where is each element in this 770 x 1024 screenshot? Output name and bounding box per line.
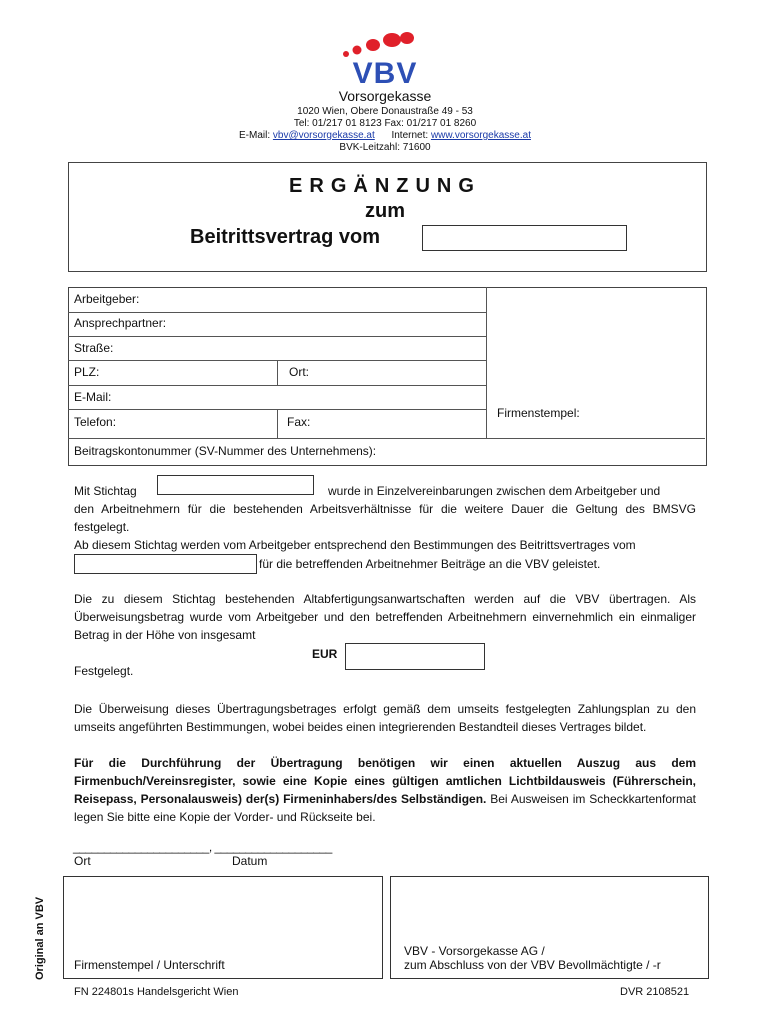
beitragskonto-label[interactable]: Beitragskontonummer (SV-Nummer des Unternehmens):: [74, 444, 377, 458]
website-link[interactable]: www.vorsorgekasse.at: [430, 130, 531, 141]
ort-label[interactable]: Ort:: [289, 365, 309, 379]
stamp-divider: [486, 287, 487, 438]
row-divider: [68, 385, 486, 386]
svg-text:VBV: VBV: [352, 57, 418, 90]
firmenstempel-label[interactable]: Firmenstempel:: [497, 406, 580, 420]
email-link[interactable]: vbv@vorsorgekasse.at: [272, 130, 375, 141]
p1-start: Mit Stichtag: [74, 484, 137, 498]
plz-label[interactable]: PLZ:: [74, 365, 100, 379]
vbv-signature-caption-1: VBV - Vorsorgekasse AG /: [404, 944, 545, 958]
footer-dvr: DVR 2108521: [620, 986, 690, 998]
brand-subtitle: Vorsorgekasse: [338, 88, 432, 104]
p1-continued: wurde in Einzelvereinbarungen zwischen dem Arbeitgeber und: [328, 484, 661, 498]
tel-fax-divider: [277, 409, 278, 438]
arbeitgeber-label[interactable]: Arbeitgeber:: [74, 292, 140, 306]
p2-rest: für die betreffenden Arbeitnehmer Beiträge an die VBV geleistet.: [259, 557, 601, 571]
row-divider: [68, 312, 486, 313]
strasse-label[interactable]: Straße:: [74, 341, 114, 355]
row-divider: [68, 438, 705, 439]
footer-company-register: FN 224801s Handelsgericht Wien: [74, 986, 239, 998]
stichtag-field[interactable]: [157, 475, 314, 495]
phone-fax: Tel: 01/217 01 8123 Fax: 01/217 01 8260: [293, 118, 477, 129]
p2-start: Ab diesem Stichtag werden vom Arbeitgeber entsprechend den Bestimmungen des Beitrittsvertrages vom: [74, 538, 636, 552]
eur-amount-field[interactable]: [345, 643, 485, 670]
document-title: ERGÄNZUNG: [289, 175, 481, 197]
title-beitrittsvertrag: Beitrittsvertrag vom: [190, 226, 381, 248]
p5-bold: Für die Durchführung der Übertragung benötigen wir einen aktuellen Auszug aus dem Firmenbuch/Vereinsregister, sowie eine Kopie eines gültigen amtlichen Lichtbildausweis (Führerschein, Reisepass, Personalausweis) der(s) Firmeninhabers/des Selbständigen.: [74, 756, 696, 806]
row-divider: [68, 336, 486, 337]
telefon-label[interactable]: Telefon:: [74, 415, 117, 429]
email-label: E-Mail:: [239, 130, 271, 141]
festgelegt-text: Festgelegt.: [74, 664, 134, 678]
ort-caption: Ort: [74, 854, 91, 868]
p4-ueberweisung: Die Überweisung dieses Übertragungsbetrages erfolgt gemäß dem umseits festgelegten Zahlungsplan zu den umseits angeführten Bestimmungen, wobei beides einen integrierenden Bestandteil dieses Vertrages bildet.: [74, 702, 696, 734]
vbv-signature-caption-2: zum Abschluss von der VBV Bevollmächtigte / -r: [404, 958, 661, 972]
contact-line: [0, 130, 770, 142]
email-field-label[interactable]: E-Mail:: [74, 390, 112, 404]
employer-table: [68, 287, 707, 466]
address: 1020 Wien, Obere Donaustraße 49 - 53: [297, 106, 473, 117]
title-zum: zum: [365, 200, 405, 222]
bvk-code: BVK-Leitzahl: 71600: [339, 142, 431, 153]
p1-rest: den Arbeitnehmern für die bestehenden Arbeitsverhältnisse für die weitere Dauer die Geltung des BMSVG festgelegt.: [74, 502, 696, 534]
contract-date-field[interactable]: [422, 225, 627, 251]
p5-rest: Bei Ausweisen im Scheckkartenformat legen Sie bitte eine Kopie der Vorder- und Rückseite bei.: [74, 792, 696, 824]
ansprechpartner-label[interactable]: Ansprechpartner:: [74, 316, 167, 330]
datum-caption: Datum: [232, 854, 268, 868]
ort-datum-line[interactable]: ______________________, ___________________: [73, 840, 332, 854]
fax-label[interactable]: Fax:: [287, 415, 311, 429]
company-signature-caption: Firmenstempel / Unterschrift: [74, 958, 225, 972]
original-an-vbv-label: Original an VBV: [34, 896, 46, 980]
p5-requirements: [74, 754, 696, 826]
eur-label: EUR: [312, 647, 338, 661]
vbv-logo: [330, 30, 440, 94]
beitrittsvertrag-date-field[interactable]: [74, 554, 257, 574]
p3-altabfertigung: Die zu diesem Stichtag bestehenden Altabfertigungsanwartschaften werden auf die VBV übertragen. Als Überweisungsbetrag wurde vom Arbeitgeber und den betreffenden Arbeitnehmern einvernehmlich ein einmaliger Betrag in der Höhe von insgesamt: [74, 592, 696, 642]
internet-label: Internet:: [391, 130, 429, 141]
plz-ort-divider: [277, 360, 278, 385]
